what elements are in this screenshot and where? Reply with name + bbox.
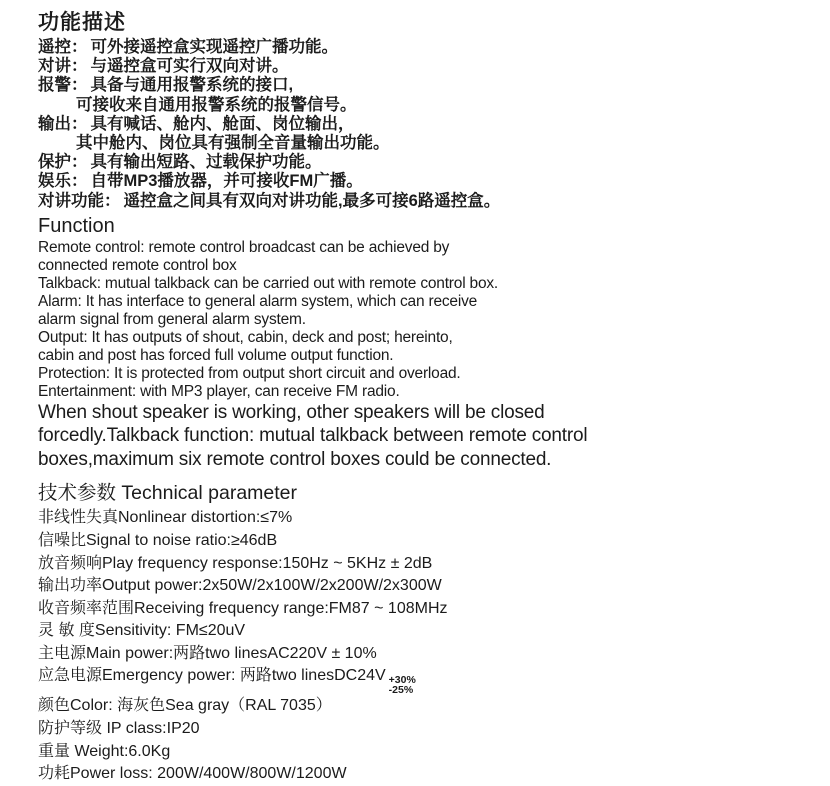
feature-line: [38, 115, 812, 134]
tech-spec-line: 功耗Power loss: 200W/400W/800W/1200W: [38, 765, 347, 783]
tech-spec-list: [38, 507, 812, 786]
tech-spec-text: 应急电源Emergency power: 两路two linesDC24V: [38, 667, 386, 685]
feature-list-en: [38, 239, 812, 401]
feature-line: [38, 76, 812, 95]
section-title-function-cn: 功能描述: [38, 11, 126, 34]
tech-spec-line: 颜色Color: 海灰色Sea gray（RAL 7035）: [38, 697, 332, 715]
closing-paragraph: [38, 401, 812, 472]
feature-line-en: Talkback: mutual talkback can be carried out with remote control box.: [38, 274, 499, 292]
tech-spec-line: 输出功率Output power:2x50W/2x100W/2x200W/2x300W: [38, 577, 442, 595]
feature-text: 遥控盒之间具有双向对讲功能,最多可接6路遥控盒。: [123, 191, 501, 210]
closing-line: boxes,maximum six remote control boxes could be connected.: [38, 448, 552, 470]
feature-line-en: Remote control: remote control broadcast can be achieved by: [38, 238, 450, 256]
tech-spec-line: 防护等级 IP class:IP20: [38, 720, 200, 738]
feature-label: 保护：: [38, 153, 88, 172]
tolerance-upper: +30%: [388, 674, 416, 687]
feature-label: 输出：: [38, 114, 88, 133]
tech-spec-line: 重量 Weight:6.0Kg: [38, 742, 171, 760]
feature-label: 遥控：: [38, 38, 88, 56]
tech-spec-line-emergency-power: [38, 665, 812, 695]
feature-line: [38, 153, 812, 172]
feature-line: [38, 172, 812, 191]
feature-line-continuation: [38, 134, 812, 153]
feature-text: 具备与通用报警系统的接口,: [90, 76, 294, 95]
feature-label: 报警：: [38, 76, 88, 95]
feature-line-en: Protection: It is protected from output short circuit and overload.: [38, 364, 461, 382]
feature-text: 可接收来自通用报警系统的报警信号。: [76, 95, 357, 114]
feature-line-en: Entertainment: with MP3 player, can receive FM radio.: [38, 382, 400, 400]
section-title-function-en: Function: [38, 214, 115, 237]
feature-line: [38, 38, 812, 57]
section-title-technical-parameter: 技术参数 Technical parameter: [38, 482, 298, 505]
tech-spec-line: 收音频率范围Receiving frequency range:FM87 ~ 108MHz: [38, 599, 448, 617]
feature-line-en: connected remote control box: [38, 256, 237, 274]
closing-line: When shout speaker is working, other speakers will be closed: [38, 401, 545, 423]
feature-text: 可外接遥控盒实现遥控广播功能。: [90, 38, 338, 56]
tech-spec-line: 非线性失真Nonlinear distortion:≤7%: [38, 509, 293, 527]
feature-text: 自带MP3播放器，并可接收FM广播。: [90, 172, 363, 191]
feature-list-cn: [38, 38, 812, 211]
feature-text: 其中舱内、岗位具有强制全音量输出功能。: [76, 134, 390, 153]
tolerance-stack: [389, 675, 416, 695]
tech-spec-line: 主电源Main power:两路two linesAC220V ± 10%: [38, 644, 377, 662]
tech-spec-line: 灵 敏 度Sensitivity: FM≤20uV: [38, 622, 246, 640]
feature-line-continuation: [38, 96, 812, 115]
feature-text: 具有喊话、舱内、舱面、岗位输出，: [90, 114, 355, 133]
feature-line-en: Output: It has outputs of shout, cabin, deck and post; hereinto,: [38, 328, 453, 346]
closing-line: forcedly.Talkback function: mutual talkback between remote control: [38, 425, 588, 447]
tech-spec-line: 信噪比Signal to noise ratio:≥46dB: [38, 531, 278, 549]
feature-label: 娱乐：: [38, 172, 88, 191]
feature-text: 与遥控盒可实行双向对讲。: [90, 57, 289, 76]
tolerance-lower: -25%: [388, 684, 414, 697]
feature-line-en: cabin and post has forced full volume output function.: [38, 346, 394, 364]
feature-line-en: Alarm: It has interface to general alarm system, which can receive: [38, 292, 478, 310]
feature-line-en: alarm signal from general alarm system.: [38, 310, 306, 328]
tech-spec-line: 放音频响Play frequency response:150Hz ~ 5KHz ± 2dB: [38, 554, 433, 572]
feature-text: 具有输出短路、过载保护功能。: [90, 153, 322, 172]
feature-line: [38, 192, 812, 211]
feature-label: 对讲：: [38, 57, 88, 76]
feature-line: [38, 57, 812, 76]
feature-label: 对讲功能：: [38, 191, 121, 210]
